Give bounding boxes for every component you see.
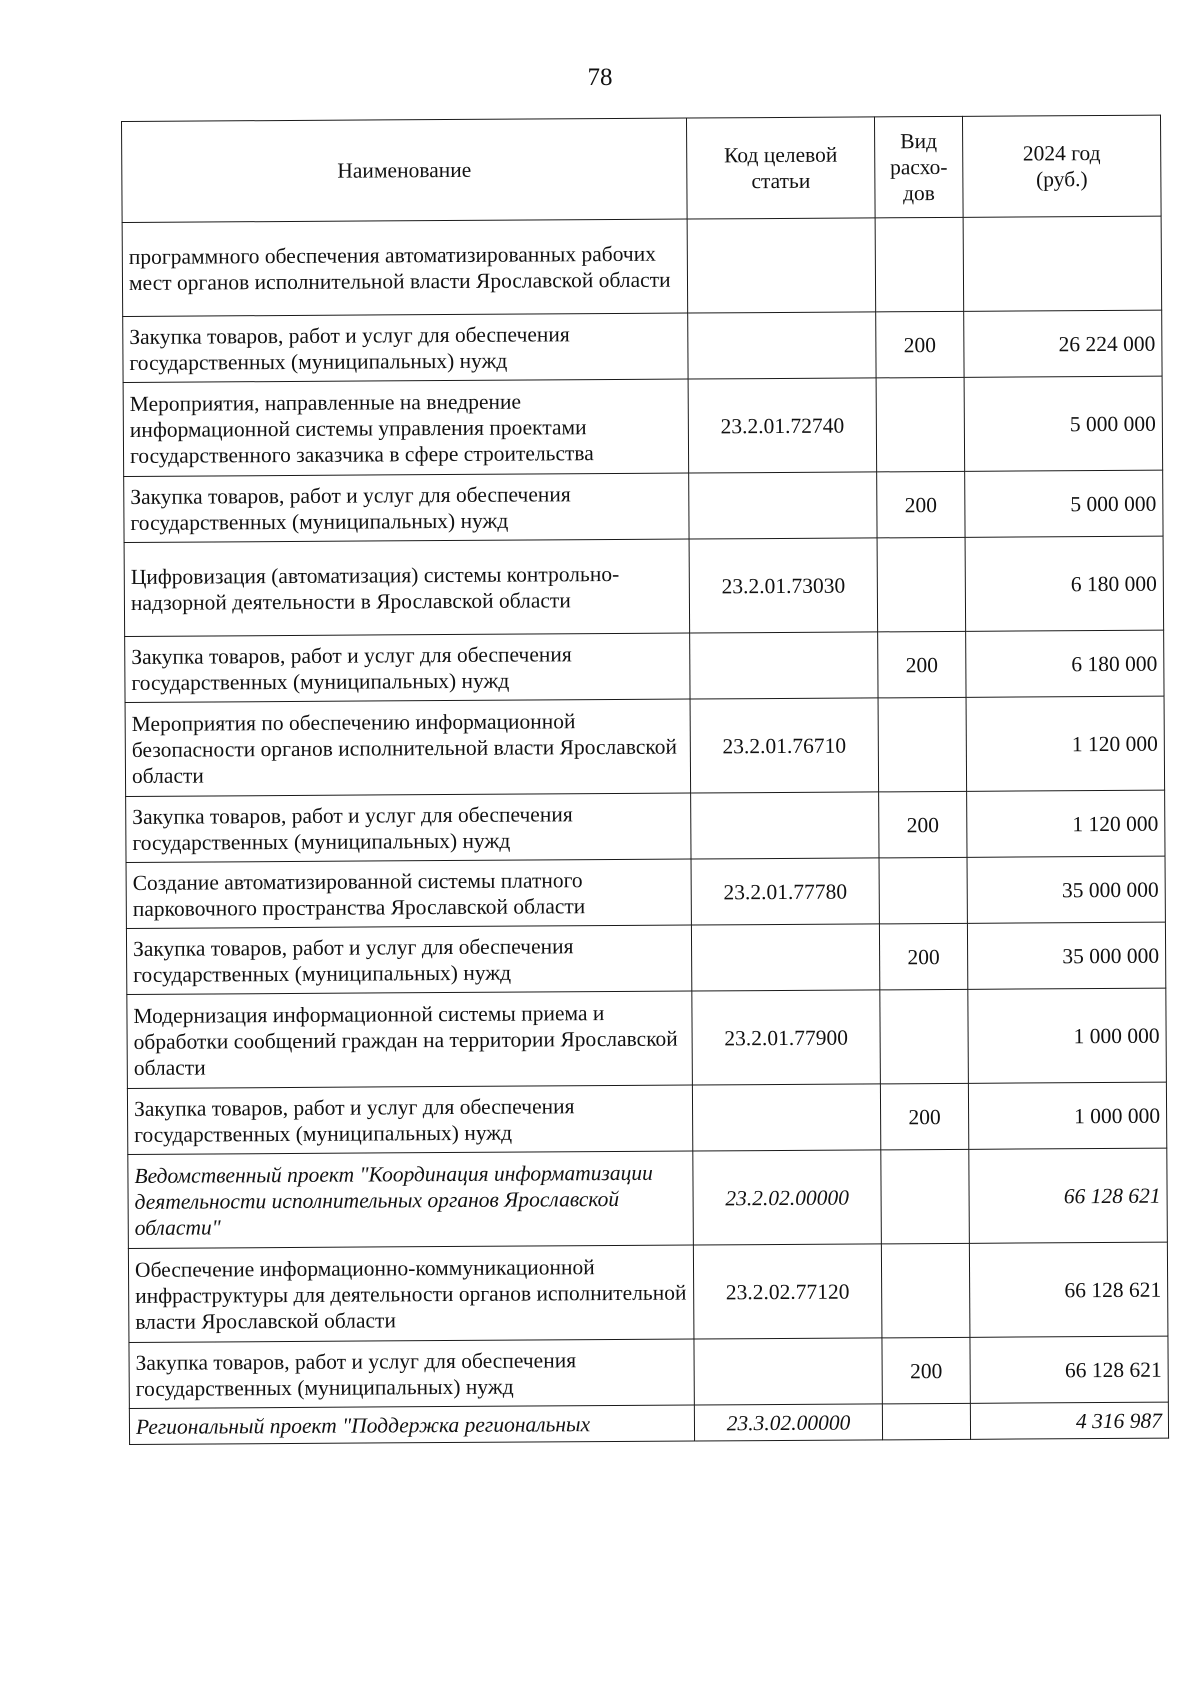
cell-name: Обеспечение информационно-коммуникационной инфраструктуры для деятельности органов исполнительной власти Ярославской области — [128, 1245, 694, 1342]
cell-code: 23.2.01.77900 — [692, 990, 881, 1085]
cell-name: Региональный проект "Поддержка региональных — [129, 1405, 694, 1444]
header-name-label: Наименование — [337, 157, 472, 183]
cell-sum: 35 000 000 — [967, 856, 1165, 923]
header-sum-line1: 2024 год — [1022, 141, 1101, 166]
cell-type: 200 — [876, 311, 964, 378]
cell-name: Ведомственный проект "Координация информатизации деятельности исполнительных органов Ярославской области" — [128, 1151, 694, 1248]
cell-code: 23.2.01.77780 — [691, 858, 879, 925]
cell-name: Закупка товаров, работ и услуг для обеспечения государственных (муниципальных) нужд — [126, 925, 691, 994]
table-row — [124, 470, 1163, 542]
cell-type: 200 — [880, 1083, 968, 1150]
cell-code — [694, 1338, 882, 1405]
header-sum — [962, 115, 1161, 217]
cell-sum: 1 120 000 — [966, 696, 1165, 791]
cell-type — [876, 377, 965, 472]
cell-type: 200 — [879, 923, 967, 990]
cell-name: Цифровизация (автоматизация) системы контрольно-надзорной деятельности в Ярославской области — [124, 539, 690, 636]
cell-sum: 1 000 000 — [968, 1082, 1166, 1149]
table-row — [126, 856, 1165, 928]
table-row — [128, 1148, 1168, 1248]
cell-sum: 4 316 987 — [970, 1402, 1168, 1439]
cell-name: Модернизация информационной системы приема и обработки сообщений граждан на территории Ярославской области — [127, 991, 693, 1088]
table-row — [128, 1242, 1168, 1342]
table-row — [122, 216, 1162, 316]
cell-name: Закупка товаров, работ и услуг для обеспечения государственных (муниципальных) нужд — [127, 1085, 692, 1154]
cell-type — [880, 989, 969, 1084]
cell-sum: 66 128 621 — [969, 1242, 1168, 1337]
table-row — [125, 696, 1165, 796]
budget-table — [121, 115, 1169, 1445]
table-row — [126, 790, 1165, 862]
table-row — [127, 988, 1167, 1088]
cell-type — [881, 1243, 970, 1338]
header-code — [686, 117, 875, 219]
cell-sum: 6 180 000 — [965, 536, 1164, 631]
cell-name: Создание автоматизированной системы платного парковочного пространства Ярославской области — [126, 859, 691, 928]
cell-code — [691, 792, 879, 859]
cell-type — [878, 697, 967, 792]
cell-name: Закупка товаров, работ и услуг для обеспечения государственных (муниципальных) нужд — [125, 633, 690, 702]
header-type-line2: расхо- — [890, 154, 948, 180]
cell-type: 200 — [882, 1337, 970, 1404]
header-code-line2: статьи — [751, 168, 811, 194]
cell-type — [882, 1403, 970, 1440]
cell-name: Закупка товаров, работ и услуг для обеспечения государственных (муниципальных) нужд — [129, 1339, 694, 1408]
table-row — [129, 1336, 1168, 1408]
cell-name: Мероприятия, направленные на внедрение информационной системы управления проектами государственного заказчика в сфере строительства — [123, 379, 689, 476]
cell-code — [687, 218, 876, 313]
cell-sum: 66 128 621 — [969, 1148, 1168, 1243]
cell-sum: 5 000 000 — [964, 376, 1163, 471]
cell-sum: 6 180 000 — [966, 630, 1164, 697]
header-type-line3: дов — [902, 181, 935, 206]
cell-sum: 1 120 000 — [967, 790, 1165, 857]
table-row — [124, 536, 1164, 636]
cell-type: 200 — [877, 471, 965, 538]
cell-name: Закупка товаров, работ и услуг для обеспечения государственных (муниципальных) нужд — [123, 313, 688, 382]
page-number: 78 — [587, 64, 613, 91]
header-type — [874, 116, 963, 218]
table-row — [123, 376, 1163, 476]
cell-code — [688, 312, 876, 379]
cell-name: Закупка товаров, работ и услуг для обеспечения государственных (муниципальных) нужд — [126, 793, 691, 862]
cell-sum: 26 224 000 — [964, 310, 1162, 377]
cell-sum: 66 128 621 — [970, 1336, 1168, 1403]
cell-type — [875, 217, 964, 312]
cell-type — [877, 537, 966, 632]
header-name — [122, 118, 688, 222]
table-row — [127, 1082, 1166, 1154]
table-row — [125, 630, 1164, 702]
cell-code: 23.3.02.00000 — [694, 1404, 882, 1441]
table-row — [129, 1402, 1168, 1444]
cell-code: 23.2.01.73030 — [689, 538, 878, 633]
cell-sum — [963, 216, 1162, 311]
table-header — [122, 115, 1162, 222]
cell-code: 23.2.01.72740 — [688, 378, 877, 473]
header-type-line1: Вид — [900, 129, 938, 154]
cell-code: 23.2.02.00000 — [693, 1150, 882, 1245]
cell-code: 23.2.01.76710 — [690, 698, 879, 793]
cell-name: Мероприятия по обеспечению информационной безопасности органов исполнительной власти Ярославской области — [125, 699, 691, 796]
cell-name: программного обеспечения автоматизированных рабочих мест органов исполнительной власти Ярославской области — [122, 219, 688, 316]
cell-code — [691, 924, 879, 991]
header-code-line1: Код целевой — [723, 142, 838, 168]
cell-name: Закупка товаров, работ и услуг для обеспечения государственных (муниципальных) нужд — [124, 473, 689, 542]
cell-type — [881, 1149, 970, 1244]
cell-code: 23.2.02.77120 — [693, 1244, 882, 1339]
cell-code — [690, 632, 878, 699]
cell-type: 200 — [879, 791, 967, 858]
header-row — [122, 115, 1162, 222]
cell-sum: 1 000 000 — [968, 988, 1167, 1083]
cell-code — [689, 472, 877, 539]
cell-code — [692, 1084, 880, 1151]
cell-type: 200 — [878, 631, 966, 698]
table-row — [123, 310, 1162, 382]
header-sum-line2: (руб.) — [1036, 167, 1088, 192]
cell-sum: 35 000 000 — [967, 922, 1165, 989]
cell-sum: 5 000 000 — [965, 470, 1163, 537]
cell-type — [879, 857, 967, 924]
table-body — [122, 216, 1168, 1444]
table-row — [126, 922, 1165, 994]
